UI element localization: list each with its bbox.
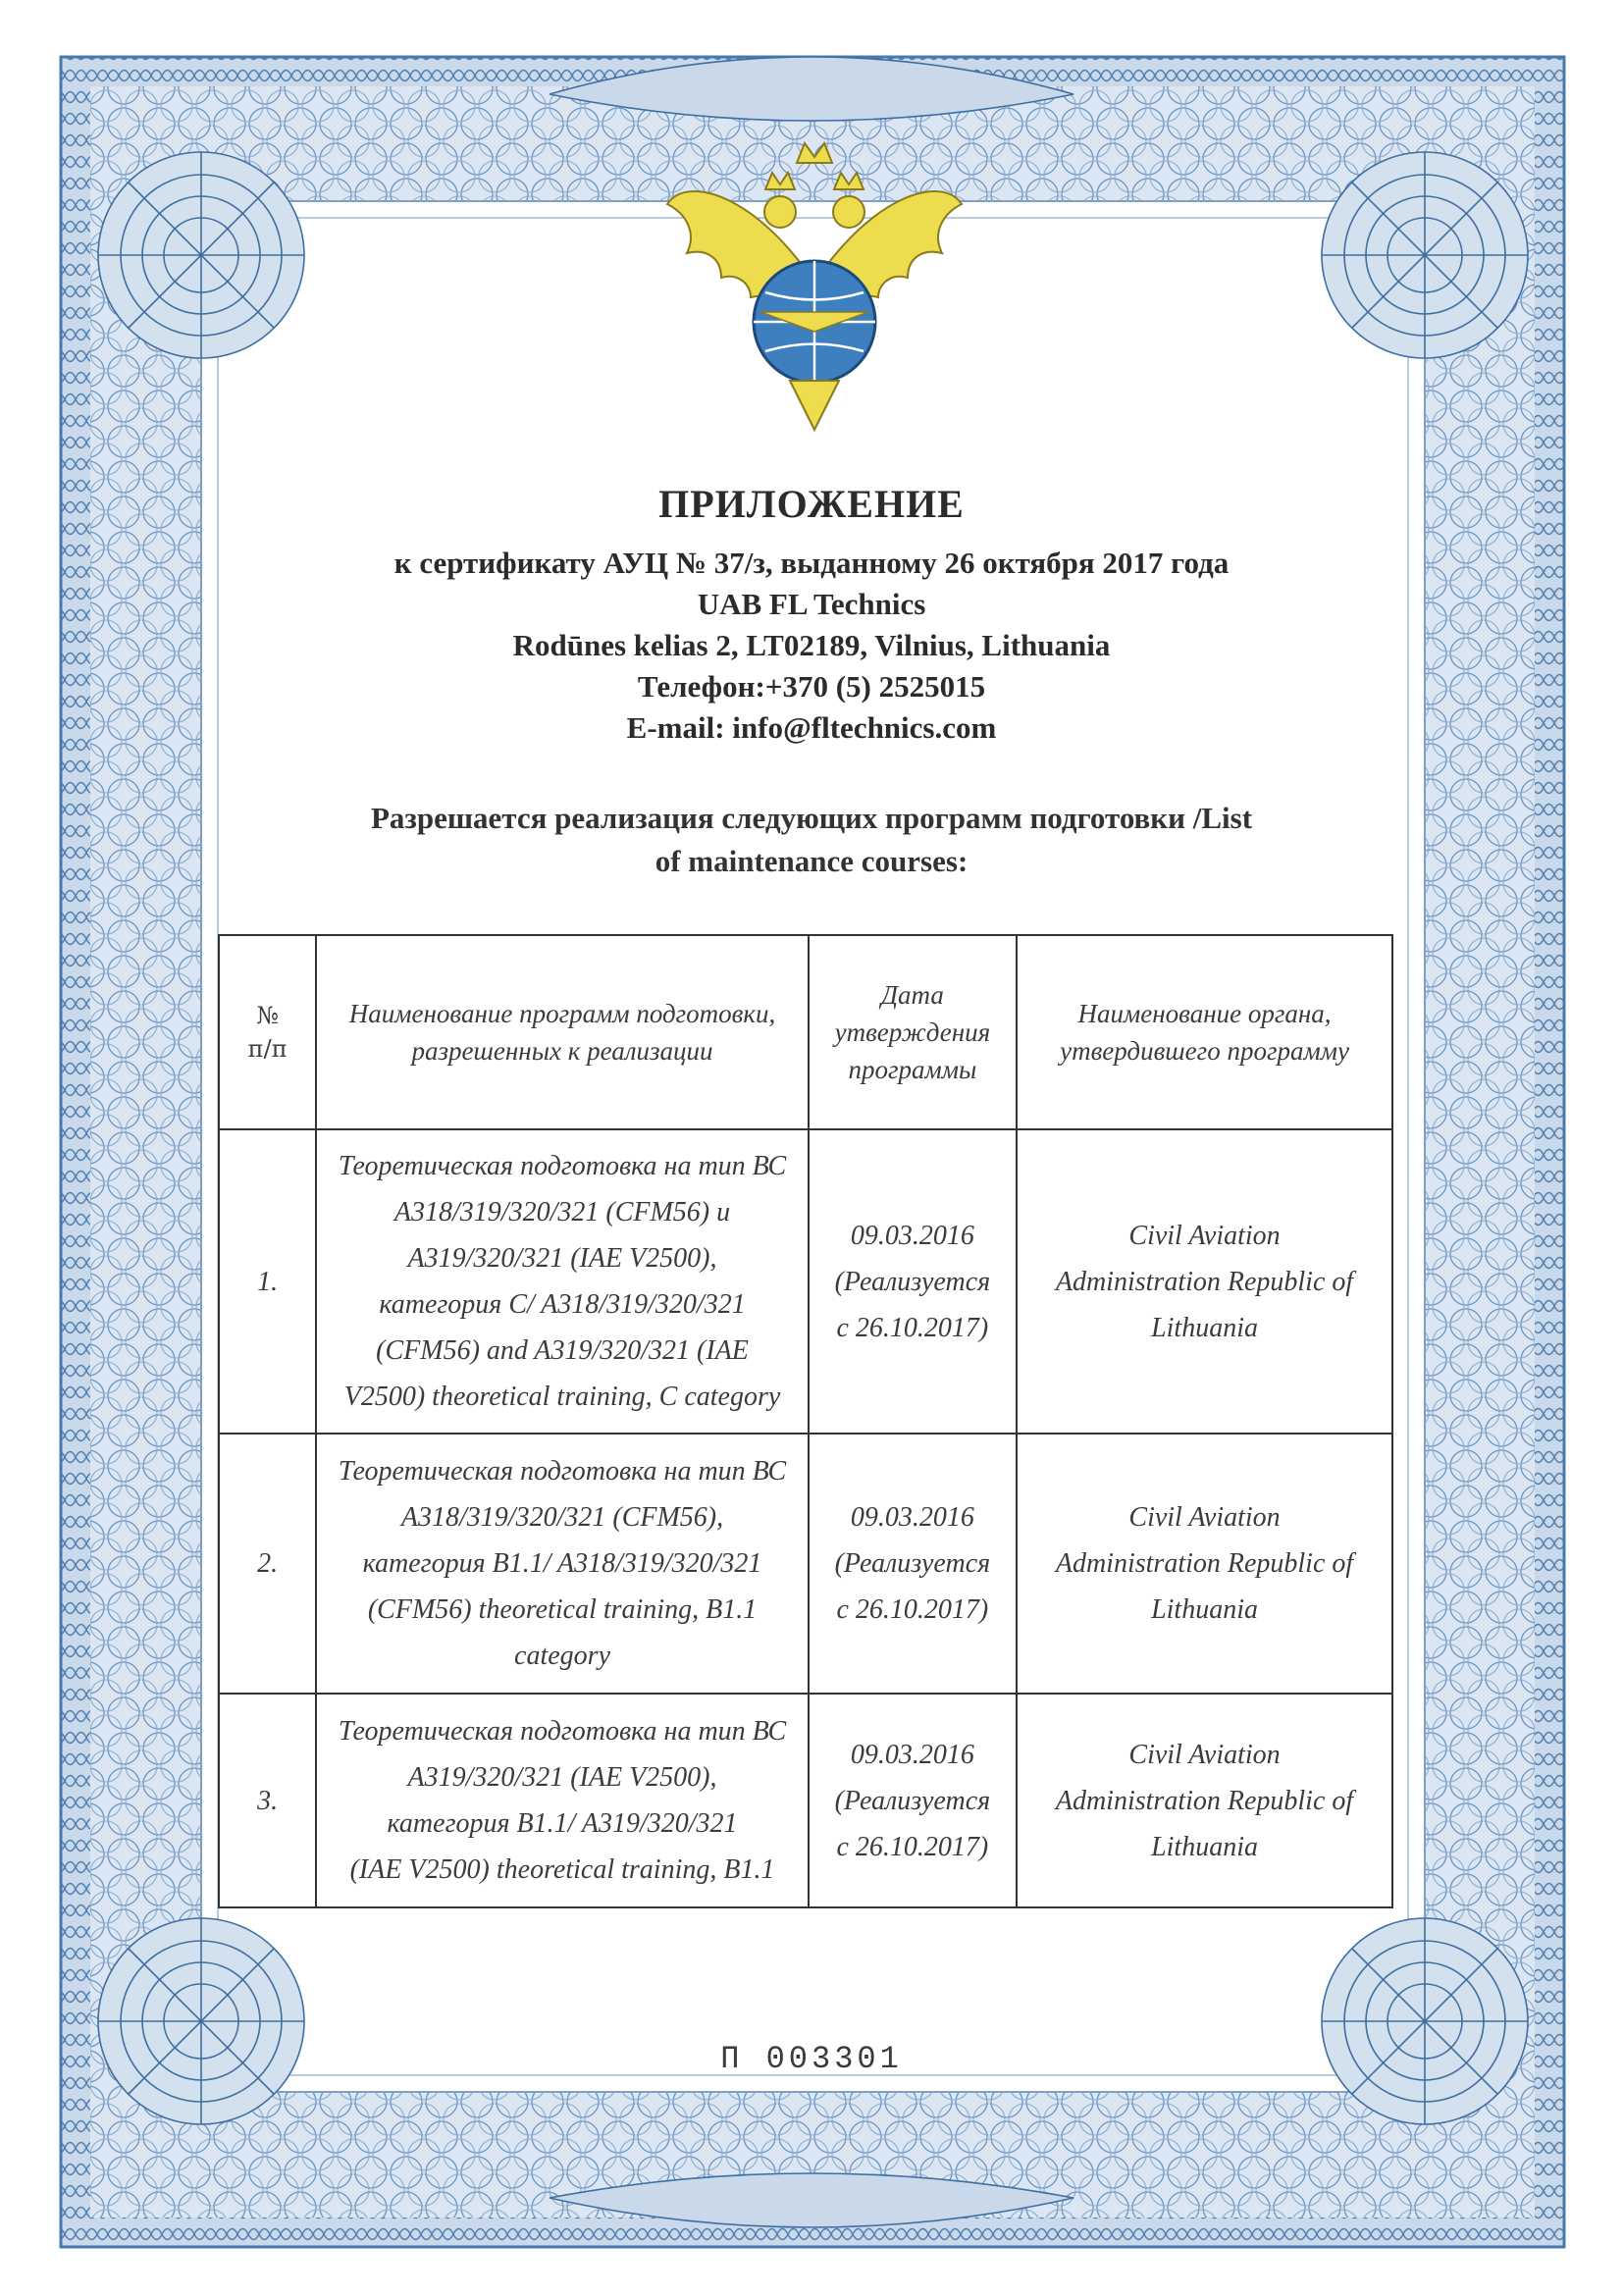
serial-number: П 003301 xyxy=(720,2041,903,2077)
header-text: утверждения xyxy=(834,1018,991,1047)
approval-date xyxy=(809,1434,1017,1694)
header-text: разрешенных к реализации xyxy=(411,1036,713,1066)
approving-authority xyxy=(1017,1434,1392,1694)
row-number: 3. xyxy=(219,1694,316,1907)
program-name-line: категория C/ A318/319/320/321 xyxy=(379,1289,746,1320)
authority-line: Administration Republic of xyxy=(1055,1266,1354,1297)
table-row xyxy=(219,1129,1392,1434)
program-name-line: категория B1.1/ A319/320/321 xyxy=(387,1808,738,1839)
program-name-line: V2500) theoretical training, C category xyxy=(343,1382,781,1412)
authority-line: Administration Republic of xyxy=(1055,1785,1354,1816)
program-name xyxy=(316,1434,808,1694)
permit-line: of maintenance courses: xyxy=(654,844,969,878)
program-name-line: A319/320/321 (IAE V2500), xyxy=(407,1243,717,1274)
header-text: программы xyxy=(848,1055,977,1084)
table-row xyxy=(219,1694,1392,1907)
program-name-line: (IAE V2500) theoretical training, B1.1 xyxy=(349,1854,775,1885)
authority-line: Civil Aviation xyxy=(1128,1502,1281,1533)
permit-statement xyxy=(226,797,1397,883)
organization-name: UAB FL Technics xyxy=(697,587,926,621)
program-name-line: A318/319/320/321 (CFM56) и xyxy=(393,1197,731,1227)
courses-table xyxy=(218,934,1393,1908)
header-text: утвердившего программу xyxy=(1060,1036,1349,1066)
authority-line: Civil Aviation xyxy=(1128,1220,1281,1251)
organization-phone: Телефон:+370 (5) 2525015 xyxy=(637,669,986,704)
program-name-line: (CFM56) theoretical training, B1.1 xyxy=(367,1594,758,1625)
program-name-line: (CFM56) and A319/320/321 (IAE xyxy=(376,1335,749,1366)
program-name-line: Теоретическая подготовка на тип ВС xyxy=(338,1456,787,1487)
authority-line: Lithuania xyxy=(1151,1312,1258,1343)
table-row xyxy=(219,1434,1392,1694)
header-program-name xyxy=(316,935,808,1129)
program-name-line: Теоретическая подготовка на тип ВС xyxy=(338,1716,787,1747)
authority-line: Civil Aviation xyxy=(1128,1739,1281,1770)
implementation-note: с 26.10.2017) xyxy=(836,1312,989,1343)
header-text: Дата xyxy=(880,980,944,1010)
header-authority xyxy=(1017,935,1392,1129)
header-text: № xyxy=(256,1002,280,1029)
table-header-row xyxy=(219,935,1392,1129)
header-approval-date xyxy=(809,935,1017,1129)
approval-date-value: 09.03.2016 xyxy=(850,1739,974,1770)
certificate-reference: к сертификату АУЦ № 37/з, выданному 26 октября 2017 года xyxy=(393,546,1230,580)
approval-date xyxy=(809,1129,1017,1434)
program-name-line: A318/319/320/321 (CFM56), xyxy=(400,1502,724,1533)
authority-line: Lithuania xyxy=(1151,1831,1258,1862)
implementation-note: (Реализуется xyxy=(834,1548,991,1579)
approval-date-value: 09.03.2016 xyxy=(850,1502,974,1533)
row-number: 1. xyxy=(219,1129,316,1434)
permit-line: Разрешается реализация следующих программ подготовки /List xyxy=(370,801,1253,835)
implementation-note: с 26.10.2017) xyxy=(836,1594,989,1625)
implementation-note: (Реализуется xyxy=(834,1266,991,1297)
authority-line: Administration Republic of xyxy=(1055,1548,1354,1579)
implementation-note: (Реализуется xyxy=(834,1785,991,1816)
organization-email: E-mail: info@fltechnics.com xyxy=(626,710,997,745)
program-name-line: A319/320/321 (IAE V2500), xyxy=(407,1762,717,1793)
approving-authority xyxy=(1017,1129,1392,1434)
authority-line: Lithuania xyxy=(1151,1594,1258,1625)
header-text: п/п xyxy=(247,1035,288,1063)
approval-date-value: 09.03.2016 xyxy=(850,1220,974,1251)
program-name xyxy=(316,1129,808,1434)
header-text: Наименование органа, xyxy=(1077,999,1332,1028)
organization-address: Rodūnes kelias 2, LT02189, Vilnius, Lithuania xyxy=(512,628,1111,662)
document-title: ПРИЛОЖЕНИЕ xyxy=(658,482,965,526)
implementation-note: с 26.10.2017) xyxy=(836,1831,989,1862)
program-name-line: категория B1.1/ A318/319/320/321 xyxy=(362,1548,762,1579)
program-name-line: Теоретическая подготовка на тип ВС xyxy=(338,1151,787,1181)
row-number: 2. xyxy=(219,1434,316,1694)
header-text: Наименование программ подготовки, xyxy=(348,999,776,1028)
double-headed-eagle-emblem-icon xyxy=(628,135,1001,459)
program-name xyxy=(316,1694,808,1907)
approving-authority xyxy=(1017,1694,1392,1907)
header-number xyxy=(219,935,316,1129)
program-name-line: category xyxy=(514,1641,611,1671)
approval-date xyxy=(809,1694,1017,1907)
